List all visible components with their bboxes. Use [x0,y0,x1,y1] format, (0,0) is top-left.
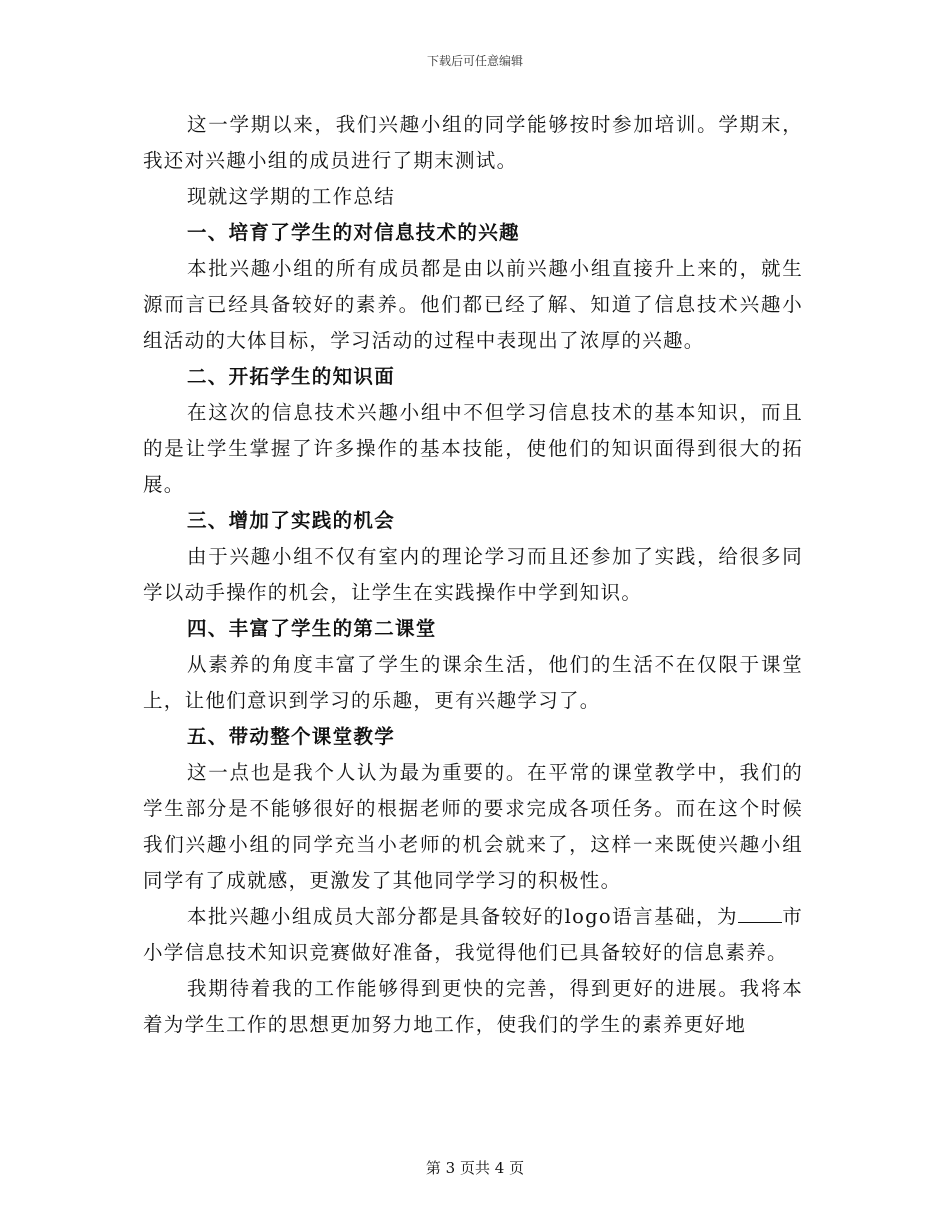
fill-in-blank [738,904,782,923]
page-footer: 第 3 页共 4 页 [425,1159,525,1177]
document-body [143,107,803,1043]
paragraph-section-3: 由于兴趣小组不仅有室内的理论学习而且还参加了实践，给很多同学以动手操作的机会，让学生在实践操作中学到知识。 [143,545,803,604]
paragraph-closing: 我期待着我的工作能够得到更快的完善，得到更好的进展。我将本着为学生工作的思想更加努力地工作，使我们的学生的素养更好地 [143,977,803,1036]
section-heading-3: 三、增加了实践的机会 [187,509,396,532]
page-header: 下载后可任意编辑 [426,54,523,68]
paragraph-logo-basis-part2: 市小学信息技术知识竞赛做好准备，我觉得他们已具备较好的信息素养。 [143,905,803,964]
paragraph-section-2: 在这次的信息技术兴趣小组中不但学习信息技术的基本知识，而且的是让学生掌握了许多操作的基本技能，使他们的知识面得到很大的拓展。 [143,401,803,496]
paragraph-logo-basis-part1: 本批兴趣小组成员大部分都是具备较好的logo语言基础，为 [187,905,739,928]
section-heading-5: 五、带动整个课堂教学 [187,725,396,748]
paragraph-logo-basis [143,899,803,971]
paragraph-section-1: 本批兴趣小组的所有成员都是由以前兴趣小组直接升上来的，就生源而言已经具备较好的素养。他们都已经了解、知道了信息技术兴趣小组活动的大体目标，学习活动的过程中表现出了浓厚的兴趣。 [143,257,803,352]
paragraph-section-5: 这一点也是我个人认为最为重要的。在平常的课堂教学中，我们的学生部分是不能够很好的根据老师的要求完成各项任务。而在这个时候我们兴趣小组的同学充当小老师的机会就来了，这样一来既使兴趣小组同学有了成就感，更激发了其他同学学习的积极性。 [143,761,803,892]
paragraph-intro: 这一学期以来，我们兴趣小组的同学能够按时参加培训。学期末，我还对兴趣小组的成员进行了期末测试。 [143,113,803,172]
section-heading-4: 四、丰富了学生的第二课堂 [187,617,437,640]
section-heading-2: 二、开拓学生的知识面 [187,365,396,388]
paragraph-summary-lead: 现就这学期的工作总结 [187,185,396,208]
section-heading-1: 一、培育了学生的对信息技术的兴趣 [187,221,520,244]
paragraph-section-4: 从素养的角度丰富了学生的课余生活，他们的生活不在仅限于课堂上，让他们意识到学习的乐趣，更有兴趣学习了。 [143,653,803,712]
